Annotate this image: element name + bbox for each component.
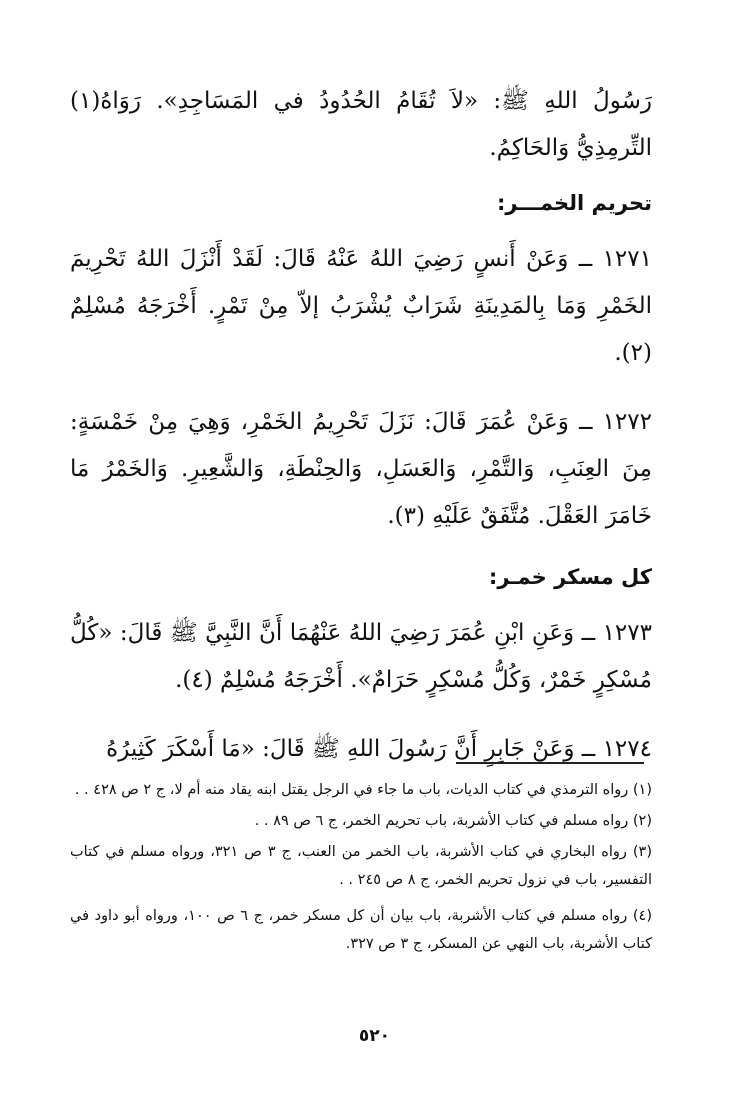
footnote-1: (١) رواه الترمذي في كتاب الديات، باب ما جاء في الرجل يقتل ابنه يقاد منه أم لا، ج ٢ ص ٤٢٨ . . bbox=[74, 782, 652, 798]
hadith-1273-paragraph: ١٢٧٣ ــ وَعَنِ ابْنِ عُمَرَ رَضِيَ اللهُ عَنْهُمَا أَنَّ النَّبِيَّ ﷺ قَالَ: «كُلُّ مُسْكِرٍ خَمْرٌ، وَكُلُّ مُسْكِرٍ حَرَامٌ». أَخْرَجَهُ مُسْلِمٌ (٤). bbox=[70, 620, 652, 693]
hadith-1274-paragraph: ١٢٧٤ ــ وَعَنْ جَابِرٍ أَنَّ رَسُولَ اللهِ ﷺ قَالَ: «مَا أَسْكَرَ كَثِيرُهُ bbox=[106, 736, 652, 762]
hadith-1271-paragraph: ١٢٧١ ــ وَعَنْ أَنسٍ رَضِيَ اللهُ عَنْهُ قَالَ: لَقَدْ أَنْزَلَ اللهُ تَحْرِيمَ الخَمْرِ وَمَا بِالمَدِينَةِ شَرَابٌ يُشْرَبُ إلاّ مِنْ تَمْرٍ. أَخْرَجَهُ مُسْلِمٌ (٢). bbox=[70, 246, 652, 366]
section-heading-wine-prohibition: تحريم الخمـــر: bbox=[496, 191, 652, 215]
footnotes bbox=[70, 776, 652, 958]
section-heading-every-intoxicant: كل مسكر خمـر: bbox=[488, 565, 652, 589]
hadith-1272-paragraph: ١٢٧٢ ــ وَعَنْ عُمَرَ قَالَ: نَزَلَ تَحْرِيمُ الخَمْرِ، وَهِيَ مِنْ خَمْسَةٍ: مِنَ العِنَبِ، وَالتَّمْرِ، وَالعَسَلِ، وَالحِنْطَةِ، وَالشَّعِيرِ. وَالخَمْرُ مَا خَامَرَ العَقْلَ. مُتَّفَقٌ عَلَيْهِ (٣). bbox=[70, 409, 652, 529]
footnote-3: (٣) رواه البخاري في كتاب الأشربة، باب الخمر من العنب، ج ٣ ص ٣٢١، ورواه مسلم في كتاب التفسير، باب في نزول تحريم الخمر، ج ٨ ص ٢٤٥ . . bbox=[70, 844, 652, 888]
footnote-2: (٢) رواه مسلم في كتاب الأشربة، باب تحريم الخمر، ج ٦ ص ٨٩ . . bbox=[254, 813, 652, 829]
page-number: ٥٢٠ bbox=[358, 1026, 391, 1046]
page-body bbox=[70, 78, 652, 773]
footnote-separator-rule bbox=[456, 762, 644, 764]
intro-paragraph: رَسُولُ اللهِ ﷺ: «لاَ تُقَامُ الحُدُودُ في المَسَاجِدِ». رَوَاهُ(١) التِّرمِذِيُّ وَالحَاكِمُ. bbox=[70, 88, 652, 161]
footnote-4: (٤) رواه مسلم في كتاب الأشربة، باب بيان أن كل مسكر خمر، ج ٦ ص ١٠٠، ورواه أبو داود في كتاب الأشربة، باب النهي عن المسكر، ج ٣ ص ٣٢٧. bbox=[70, 908, 653, 952]
